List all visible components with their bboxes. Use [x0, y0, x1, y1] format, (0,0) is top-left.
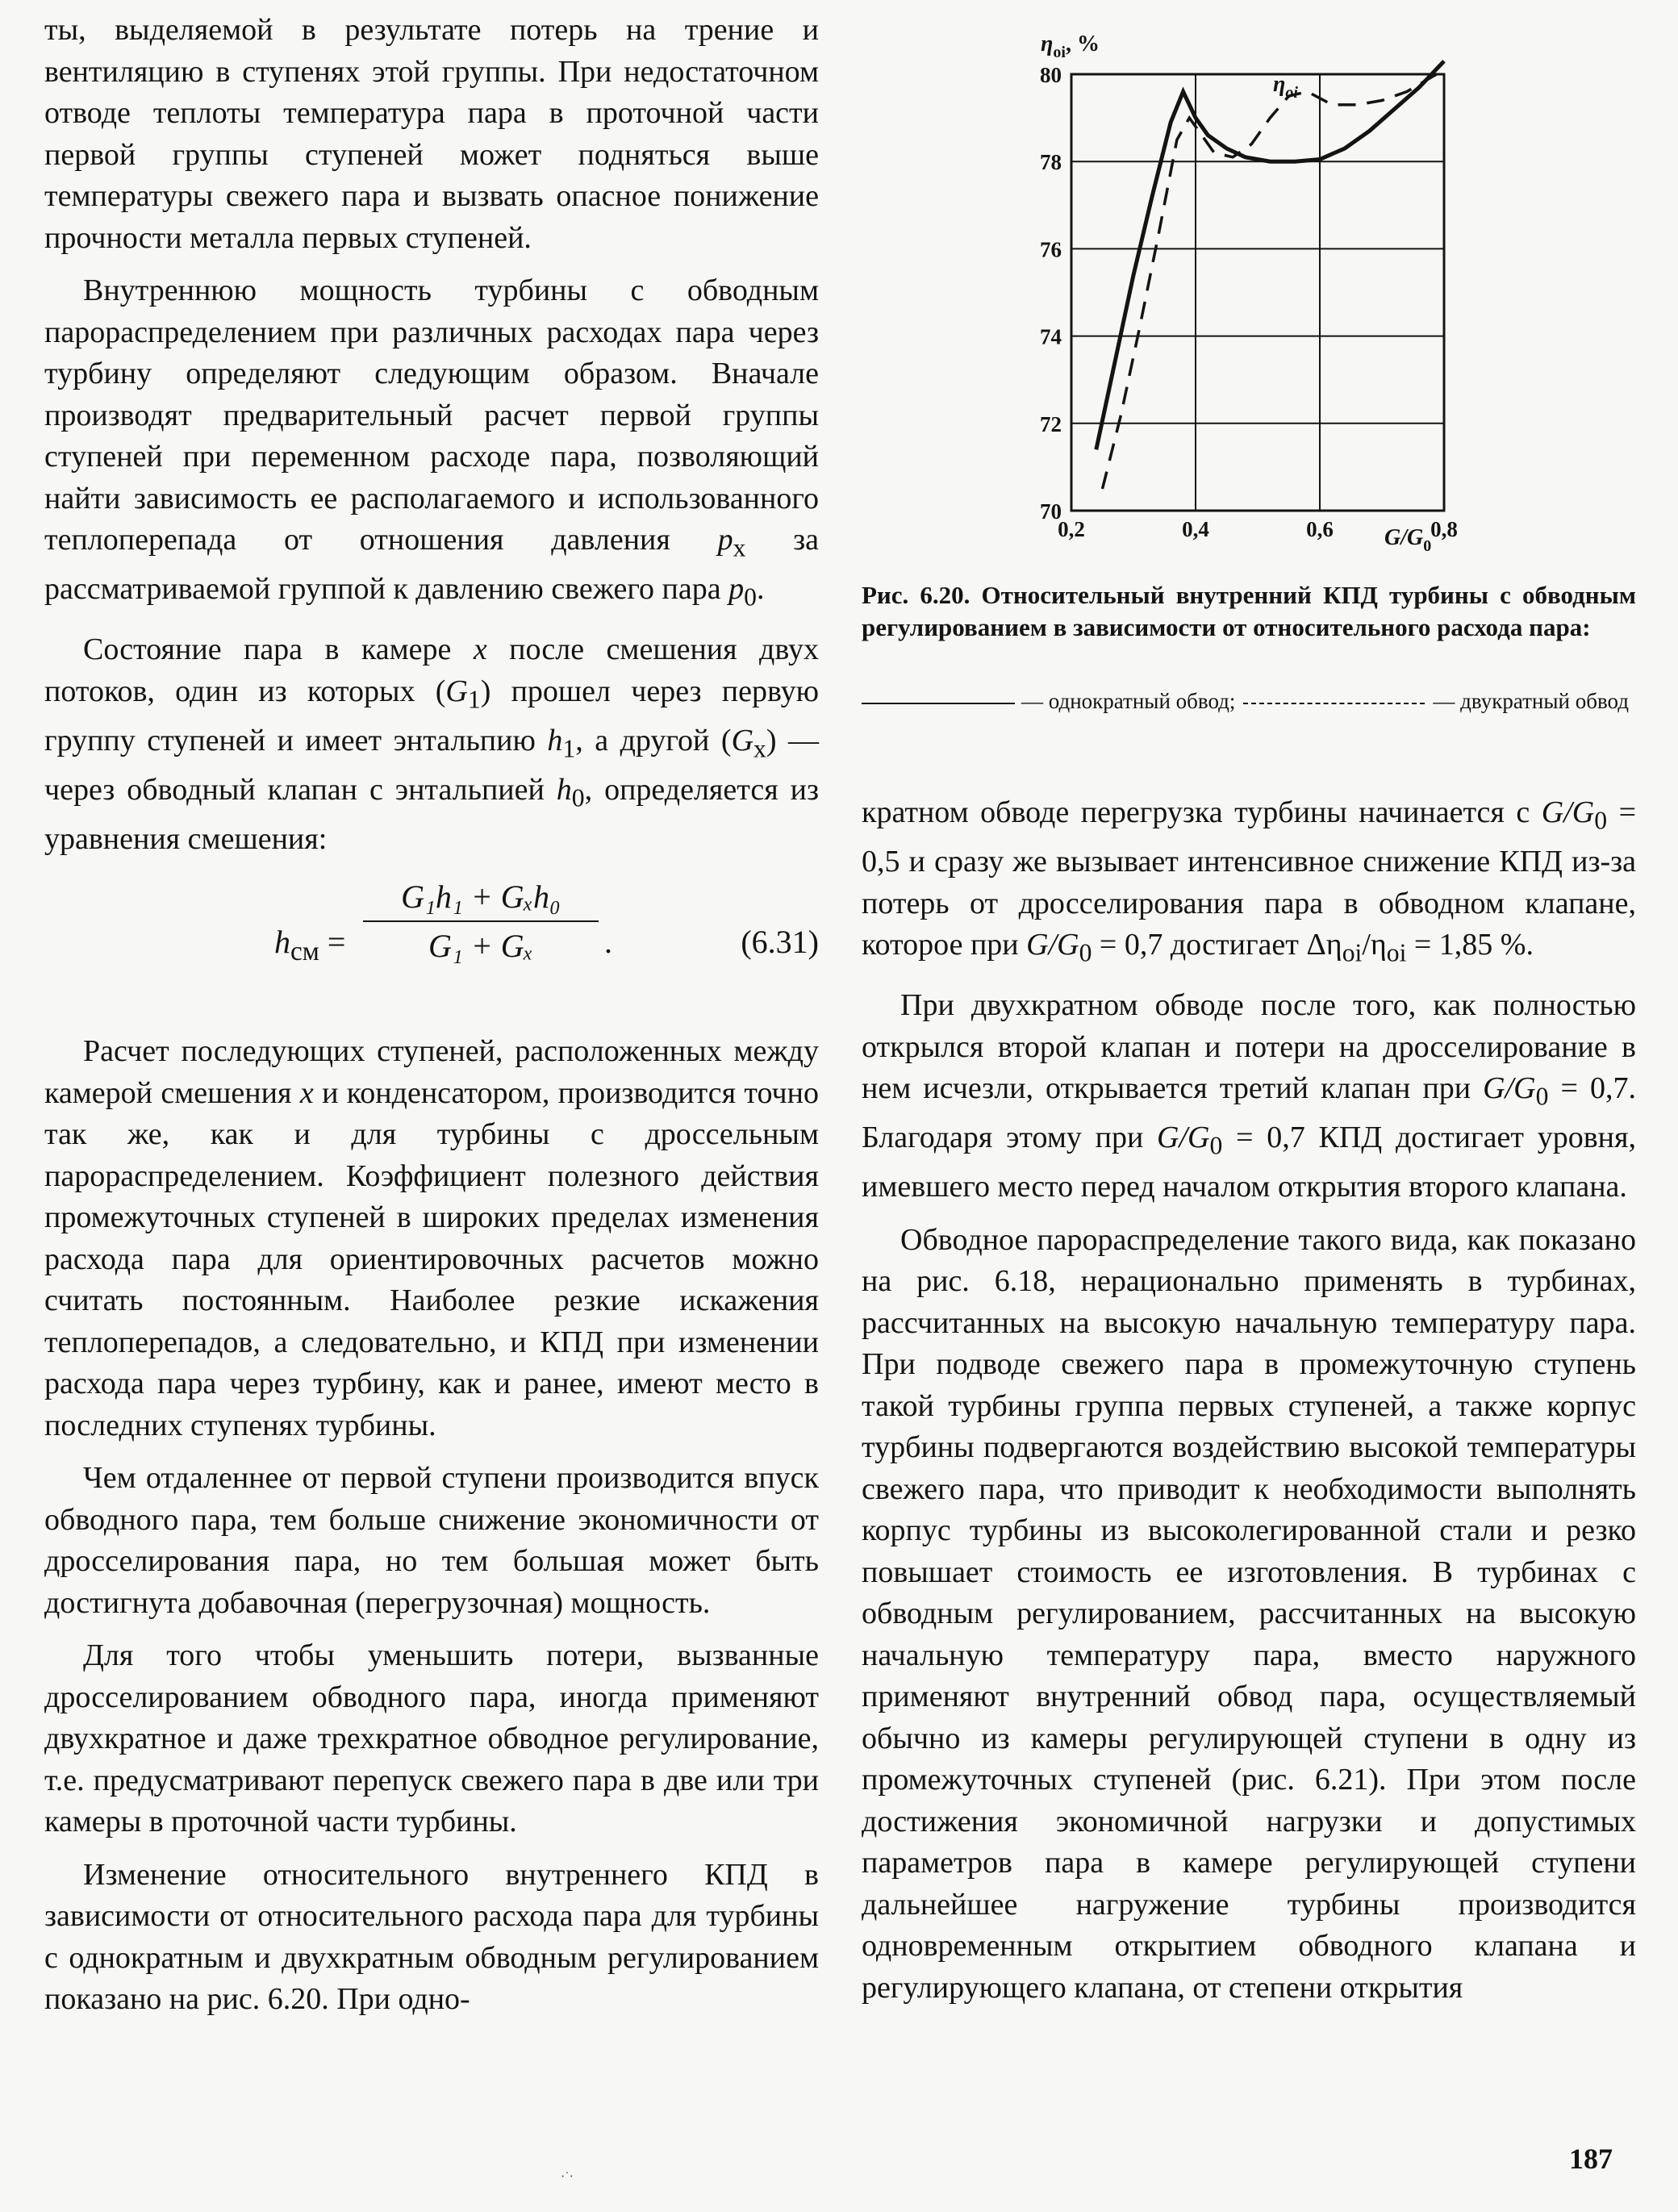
legend-dashed-line — [1243, 703, 1425, 704]
equation-fraction — [363, 878, 599, 965]
series-double-bypass — [1103, 70, 1445, 489]
right-column — [862, 792, 1636, 2020]
y-tick-label: 80 — [1040, 63, 1062, 87]
paragraph-4: Расчет последующих ступеней, расположенных между камерой смешения x и конденсатором, производится точно так же, как и для турбины с дроссельным парораспределением. Коэффициент полезного действия промежуточных ступеней в широких пределах изменения расхода пара для ориентировочных расчетов можно считать постоянным. Наиболее резкие искажения теплоперепадов, а следовательно, и КПД при изменении расхода пара через турбину, как и ранее, имеют место в последних ступенях турбины. — [44, 1034, 819, 1442]
chart-grid — [1071, 74, 1444, 511]
x-axis-label: $G/G_0$ — [1384, 525, 1432, 555]
x-tick-label: 0,4 — [1182, 517, 1209, 541]
paragraph-1: ты, выделяемой в результате потерь на трение и вентиляцию в ступенях этой группы. При недостаточном отводе теплоты температура пара в проточной части первой группы ступеней может подняться выше температуры свежего пара и вызвать опасное понижение прочности металла первых ступеней. — [44, 13, 819, 255]
legend-solid-label: — однократный обвод; — [1021, 689, 1236, 713]
equation-6-31: $h_{см}$ = G₁h₁ + Gₓh₀ G₁ + Gₓ . (6.31) — [274, 879, 819, 967]
paragraph-5: Чем отдаленнее от первой ступени производится впуск обводного пара, тем больше снижение экономичности от дросселирования пара, но тем большая может быть достигнута добавочная (перегрузочная) мощность. — [44, 1461, 819, 1620]
legend-dashed-label: — двукратный обвод — [1433, 689, 1629, 713]
y-tick-label: 72 — [1040, 411, 1062, 436]
page-number: 187 — [1569, 2143, 1613, 2175]
equation-number: (6.31) — [741, 924, 819, 961]
paragraph-2: Внутреннюю мощность турбины с обводным парораспределением при различных расходах пара через турбину определяют следующим образом. Вначале производят предварительный расчет первой группы ступеней при переменном расходе пара, позволяющий найти зависимость ее располагаемого и использованного теплоперепада от отношения давления $p_x$ за рассматриваемой группой к давлению свежего пара $p_0$. — [44, 273, 819, 611]
figure-legend — [862, 686, 1636, 716]
paragraph-6: Для того чтобы уменьшить потери, вызванные дросселированием обводного пара, иногда применяют двухкратное и даже трехкратное обводное регулирование, т.е. предусматривают перепуск свежего пара в две или три камеры в проточной части турбины. — [44, 1638, 819, 1839]
left-column — [44, 10, 819, 2032]
scan-speck: ·˙· — [561, 2170, 574, 2184]
equation-lhs: $h_{см}$ = — [274, 924, 346, 967]
figure-caption: Рис. 6.20. Относительный внутренний КПД турбины с обводным регулированием в зависимости от относительного расхода пара: — [862, 581, 1636, 641]
curve-label: $\eta_{oi}$ — [1273, 72, 1298, 102]
paragraph-7: Изменение относительного внутреннего КПД в зависимости от относительного расхода пара для турбины с однократным и двухкратным обводным регулированием показано на рис. 6.20. При одно- — [44, 1857, 819, 2017]
chart-curves — [1096, 61, 1444, 489]
paragraph-3: Состояние пара в камере x после смешения двух потоков, один из которых $(G_1)$ прошел через первую группу ступеней и имеет энтальпию $h_1$, а другой $(G_x)$ — через обводный клапан с энтальпией $h_0$, определяется из уравнения смешения: — [44, 632, 820, 856]
equation-denominator: G₁ + Gₓ — [428, 928, 534, 965]
legend-solid-line — [862, 703, 1015, 704]
y-tick-label: 76 — [1040, 237, 1062, 262]
chart-ticks — [1040, 63, 1458, 541]
paragraph-9: При двухкратном обводе после того, как полностью открылся второй клапан и потери на дросселирование в нем исчезли, открывается третий клапан при $G/G_0 = 0,7$. Благодаря этому при $G/G_0 = 0,7$ КПД достигает уровня, имевшего место перед началом открытия второго клапана. — [862, 988, 1636, 1204]
equation-numerator: G₁h₁ + Gₓh₀ — [401, 879, 561, 916]
y-tick-label: 70 — [1040, 499, 1062, 524]
y-axis-label: $\eta_{oi}$, % — [1041, 31, 1100, 61]
figure-6-20 — [862, 28, 1636, 561]
plot-frame — [1071, 74, 1444, 511]
x-tick-label: 0,6 — [1306, 517, 1334, 541]
paragraph-8: кратном обводе перегрузка турбины начинается с $G/G_0 = 0,5$ и сразу же вызывает интенсивное снижение КПД из-за потерь от дросселирования пара в обводном клапане, которое при $G/G_0 = 0,7$ достигает $\Delta\eta_{oi}/\eta_{oi} = 1,85$ %. — [862, 795, 1636, 967]
paragraph-10: Обводное парораспределение такого вида, как показано на рис. 6.18, нерационально применять в турбинах, рассчитанных на высокую начальную температуру пара. При подводе свежего пара в промежуточную ступень такой турбины группа первых ступеней, а также корпус турбины подвергаются воздействию высокой температуры свежего пара, что приводит к необходимости выполнять корпус турбины из высоколегированной стали и резко повышает стоимость ее изготовления. В турбинах с обводным регулированием, рассчитанных на высокую начальную температуру пара, вместо наружного применяют внутренний обвод пара, осуществляемый обычно из камеры регулирующей ступени в одну из промежуточных ступеней (рис. 6.21). При этом после достижения экономичной нагрузки и допустимых параметров пара в камере регулирующей ступени дальнейшее нагружение турбины производится одновременным открытием обводного клапана и регулирующего клапана, от степени открытия — [862, 1222, 1636, 2005]
x-tick-label: 0,2 — [1058, 517, 1085, 541]
y-tick-label: 74 — [1040, 324, 1062, 349]
y-tick-label: 78 — [1040, 150, 1062, 175]
efficiency-chart — [862, 28, 1636, 561]
x-tick-label: 0,8 — [1430, 517, 1458, 541]
